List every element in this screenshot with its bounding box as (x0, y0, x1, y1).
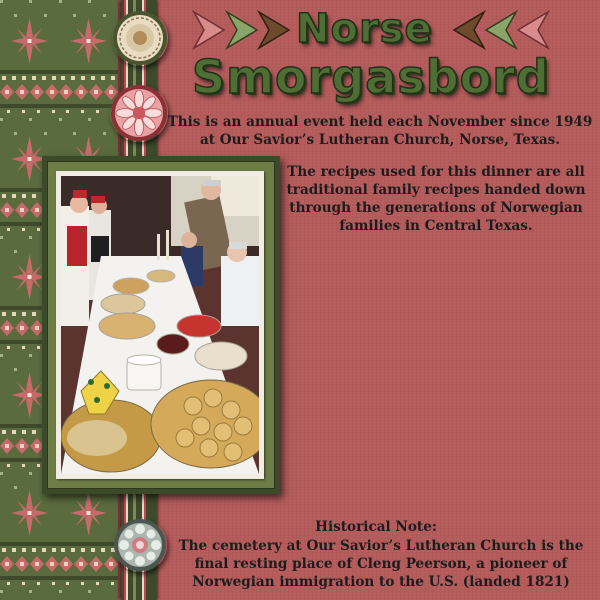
sage-chevron-right-icon (225, 10, 259, 50)
historical-note-body: The cemetery at Our Savior’s Lutheran Church is the final resting place of Cleng Peerson, a pioneer of Norwegian immigration to the U.S. (landed 1821) (178, 538, 584, 590)
brown-chevron-right-icon (257, 10, 291, 50)
page-title-line-1: Norse (296, 6, 433, 52)
pink-chevron-left-icon (516, 10, 550, 50)
brown-chevron-left-icon (452, 10, 486, 50)
page-title-line-2: Smorgasbord (192, 50, 550, 104)
pink-chevron-right-icon (192, 10, 226, 50)
cream-medallion-icon (112, 10, 168, 66)
intro-paragraph-2: The recipes used for this dinner are all traditional family recipes handed down through the generations of Norwegian families in Central Texas. (286, 164, 586, 234)
sage-chevron-left-icon (484, 10, 518, 50)
historical-note-heading: Historical Note: (315, 519, 437, 535)
pink-flower-medallion-icon (110, 84, 168, 142)
gray-button-medallion-icon (113, 518, 167, 572)
smorgasbord-photo (61, 176, 259, 474)
intro-paragraph-1: This is an annual event held each November since 1949 at Our Savior’s Lutheran Church, Norse, Texas. (167, 114, 593, 148)
